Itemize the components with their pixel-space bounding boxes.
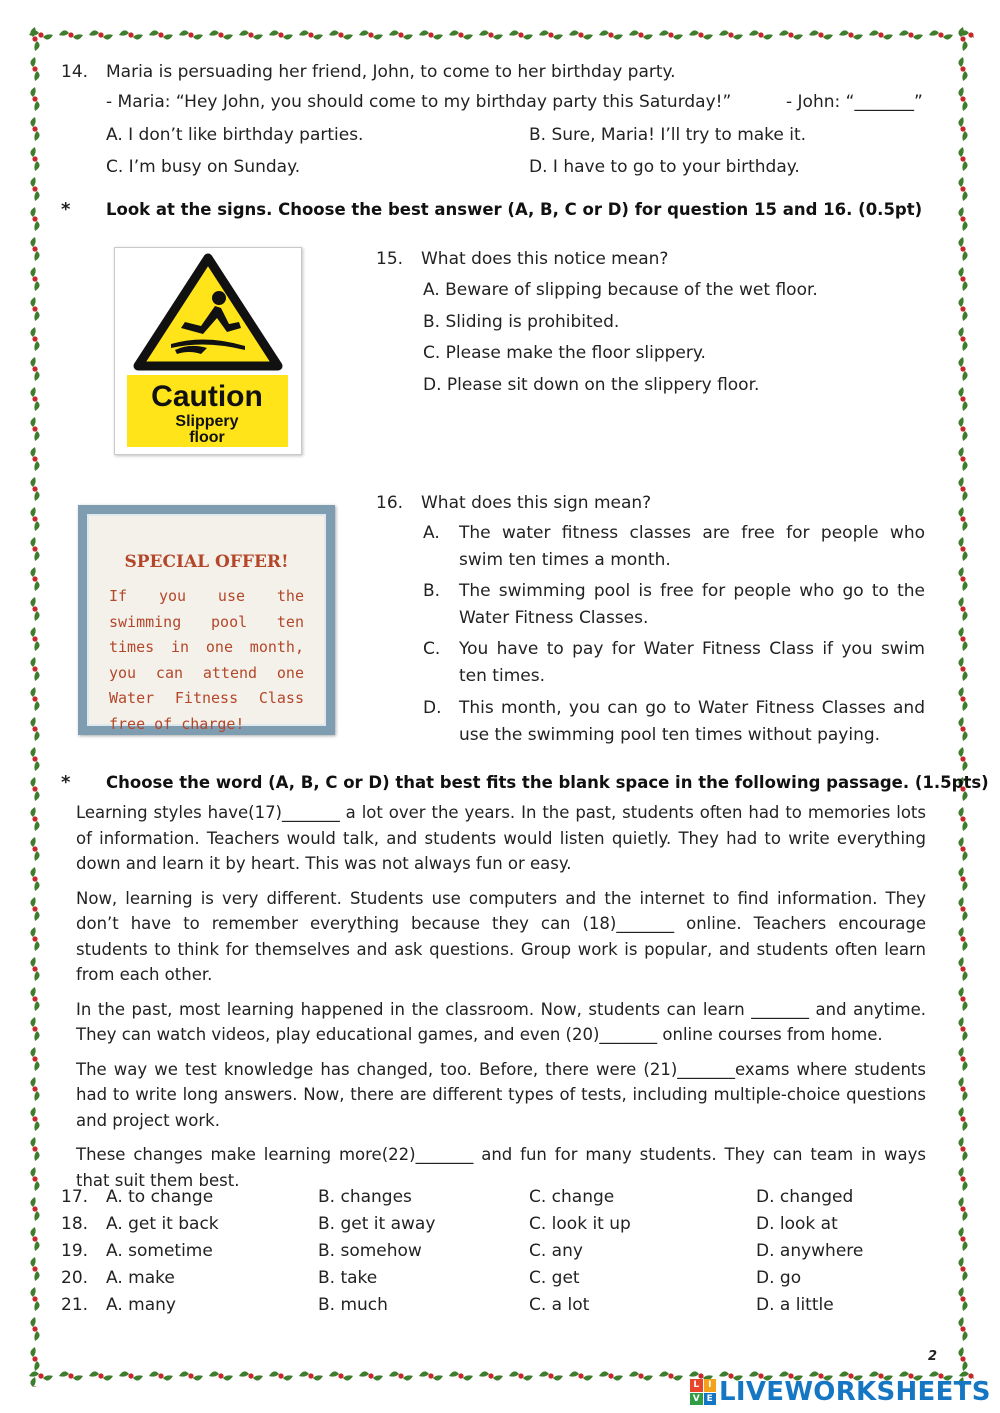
holly-border-top bbox=[26, 24, 974, 46]
page-number: 2 bbox=[928, 1349, 938, 1364]
passage-paragraph-3: In the past, most learning happened in the classroom. Now, students can learn _______ and anytime. They can watch videos, play educational games, and even (20)_______ online courses from home. bbox=[76, 999, 926, 1044]
option-a[interactable]: A. Beware of slipping because of the wet floor. bbox=[423, 280, 818, 300]
option-a[interactable]: A. I don’t like birthday parties. bbox=[106, 125, 364, 145]
option-c[interactable]: C. a lot bbox=[529, 1295, 590, 1315]
section-bullet: * bbox=[61, 772, 71, 793]
option-b[interactable]: B. Sure, Maria! I’ll try to make it. bbox=[529, 125, 807, 145]
question-number: 14. bbox=[61, 62, 89, 82]
question-stem: What does this sign mean? bbox=[421, 493, 652, 513]
option-a[interactable]: A. get it back bbox=[106, 1214, 219, 1234]
caution-line2: floor bbox=[189, 429, 225, 446]
option-d[interactable]: D. look at bbox=[756, 1214, 838, 1234]
option-b-letter[interactable]: B. bbox=[423, 581, 441, 601]
option-b[interactable]: B. Sliding is prohibited. bbox=[423, 312, 620, 332]
option-d-letter[interactable]: D. bbox=[423, 698, 442, 718]
section-heading-signs: Look at the signs. Choose the best answer (A, B, C or D) for question 15 and 16. (0.5pt) bbox=[106, 200, 923, 219]
holly-border-left bbox=[24, 24, 46, 1387]
option-c[interactable]: C. Please make the floor slippery. bbox=[423, 343, 706, 363]
option-c[interactable]: C. look it up bbox=[529, 1214, 631, 1234]
option-d[interactable]: D. I have to go to your birthday. bbox=[529, 157, 800, 177]
option-d[interactable]: D. changed bbox=[756, 1187, 854, 1207]
option-b[interactable]: B. much bbox=[318, 1295, 388, 1315]
option-c[interactable]: C. I’m busy on Sunday. bbox=[106, 157, 301, 177]
liveworksheets-logo[interactable] bbox=[690, 1378, 991, 1406]
option-c[interactable]: You have to pay for Water Fitness Class if you swim ten times. bbox=[459, 639, 925, 686]
option-a[interactable]: A. to change bbox=[106, 1187, 214, 1207]
option-c-letter[interactable]: C. bbox=[423, 639, 441, 659]
maria-line: - Maria: “Hey John, you should come to my birthday party this Saturday!” bbox=[106, 92, 732, 112]
option-b[interactable]: B. somehow bbox=[318, 1241, 422, 1261]
option-c[interactable]: C. change bbox=[529, 1187, 615, 1207]
john-line[interactable]: - John: “_______” bbox=[786, 92, 923, 112]
question-number: 19. bbox=[61, 1241, 89, 1261]
question-stem: Maria is persuading her friend, John, to come to her birthday party. bbox=[106, 62, 676, 82]
passage-paragraph-2: Now, learning is very different. Students use computers and the internet to find information. They don’t have to remember everything because they can (18)_______ online. Teachers encourage students to think for themselves and ask questions. Group work is popular, and students often learn from each other. bbox=[76, 888, 926, 984]
option-d[interactable]: D. anywhere bbox=[756, 1241, 864, 1261]
question-stem: What does this notice mean? bbox=[421, 249, 669, 269]
holly-border-right bbox=[952, 24, 974, 1387]
question-number: 21. bbox=[61, 1295, 89, 1315]
section-heading-passage: Choose the word (A, B, C or D) that best fits the blank space in the following passage. (1.5pts) bbox=[106, 773, 989, 792]
option-c[interactable]: C. any bbox=[529, 1241, 583, 1261]
offer-body: If you use the swimming pool ten times in one month, you can attend one Water Fitness Class free of charge! bbox=[109, 587, 304, 733]
reading-passage bbox=[76, 800, 926, 1202]
caution-title: Caution bbox=[151, 380, 263, 413]
option-a[interactable]: A. many bbox=[106, 1295, 176, 1315]
question-number: 18. bbox=[61, 1214, 89, 1234]
question-number: 16. bbox=[376, 493, 404, 513]
option-a-letter[interactable]: A. bbox=[423, 523, 440, 543]
option-b[interactable]: B. get it away bbox=[318, 1214, 436, 1234]
option-d[interactable]: D. a little bbox=[756, 1295, 834, 1315]
passage-paragraph-4: The way we test knowledge has changed, too. Before, there were (21)_______exams where students had to write long answers. Now, there are different types of tests, including multiple-choice questions and project work. bbox=[76, 1059, 926, 1130]
special-offer-sign bbox=[78, 505, 335, 735]
offer-title: SPECIAL OFFER! bbox=[124, 552, 289, 572]
passage-paragraph-1: Learning styles have(17)_______ a lot over the years. In the past, students often had to memories lots of information. Teachers would talk, and students would listen quietly. They had to write everything down and learn it by heart. This was not always fun or easy. bbox=[76, 803, 926, 873]
caution-sign bbox=[114, 247, 302, 455]
option-d[interactable]: This month, you can go to Water Fitness Classes and use the swimming pool ten times without paying. bbox=[459, 698, 925, 745]
question-number: 15. bbox=[376, 249, 404, 269]
question-number: 20. bbox=[61, 1268, 89, 1288]
logo-text: LIVEWORKSHEETS bbox=[719, 1377, 991, 1407]
option-b[interactable]: B. changes bbox=[318, 1187, 412, 1207]
logo-mark-icon: L I V E bbox=[690, 1379, 716, 1405]
option-a[interactable]: A. make bbox=[106, 1268, 175, 1288]
option-b[interactable]: The swimming pool is free for people who go to the Water Fitness Classes. bbox=[459, 581, 925, 628]
option-c[interactable]: C. get bbox=[529, 1268, 580, 1288]
slippery-floor-warning-icon bbox=[115, 248, 301, 454]
option-b[interactable]: B. take bbox=[318, 1268, 378, 1288]
option-d[interactable]: D. Please sit down on the slippery floor. bbox=[423, 375, 760, 395]
option-d[interactable]: D. go bbox=[756, 1268, 802, 1288]
passage-paragraph-5: These changes make learning more(22)_______ and fun for many students. They can team in ways that suit them best. bbox=[76, 1145, 926, 1190]
option-a[interactable]: The water fitness classes are free for people who swim ten times a month. bbox=[459, 523, 925, 570]
section-bullet: * bbox=[61, 199, 71, 220]
option-a[interactable]: A. sometime bbox=[106, 1241, 213, 1261]
question-number: 17. bbox=[61, 1187, 89, 1207]
caution-line1: Slippery bbox=[175, 413, 239, 430]
